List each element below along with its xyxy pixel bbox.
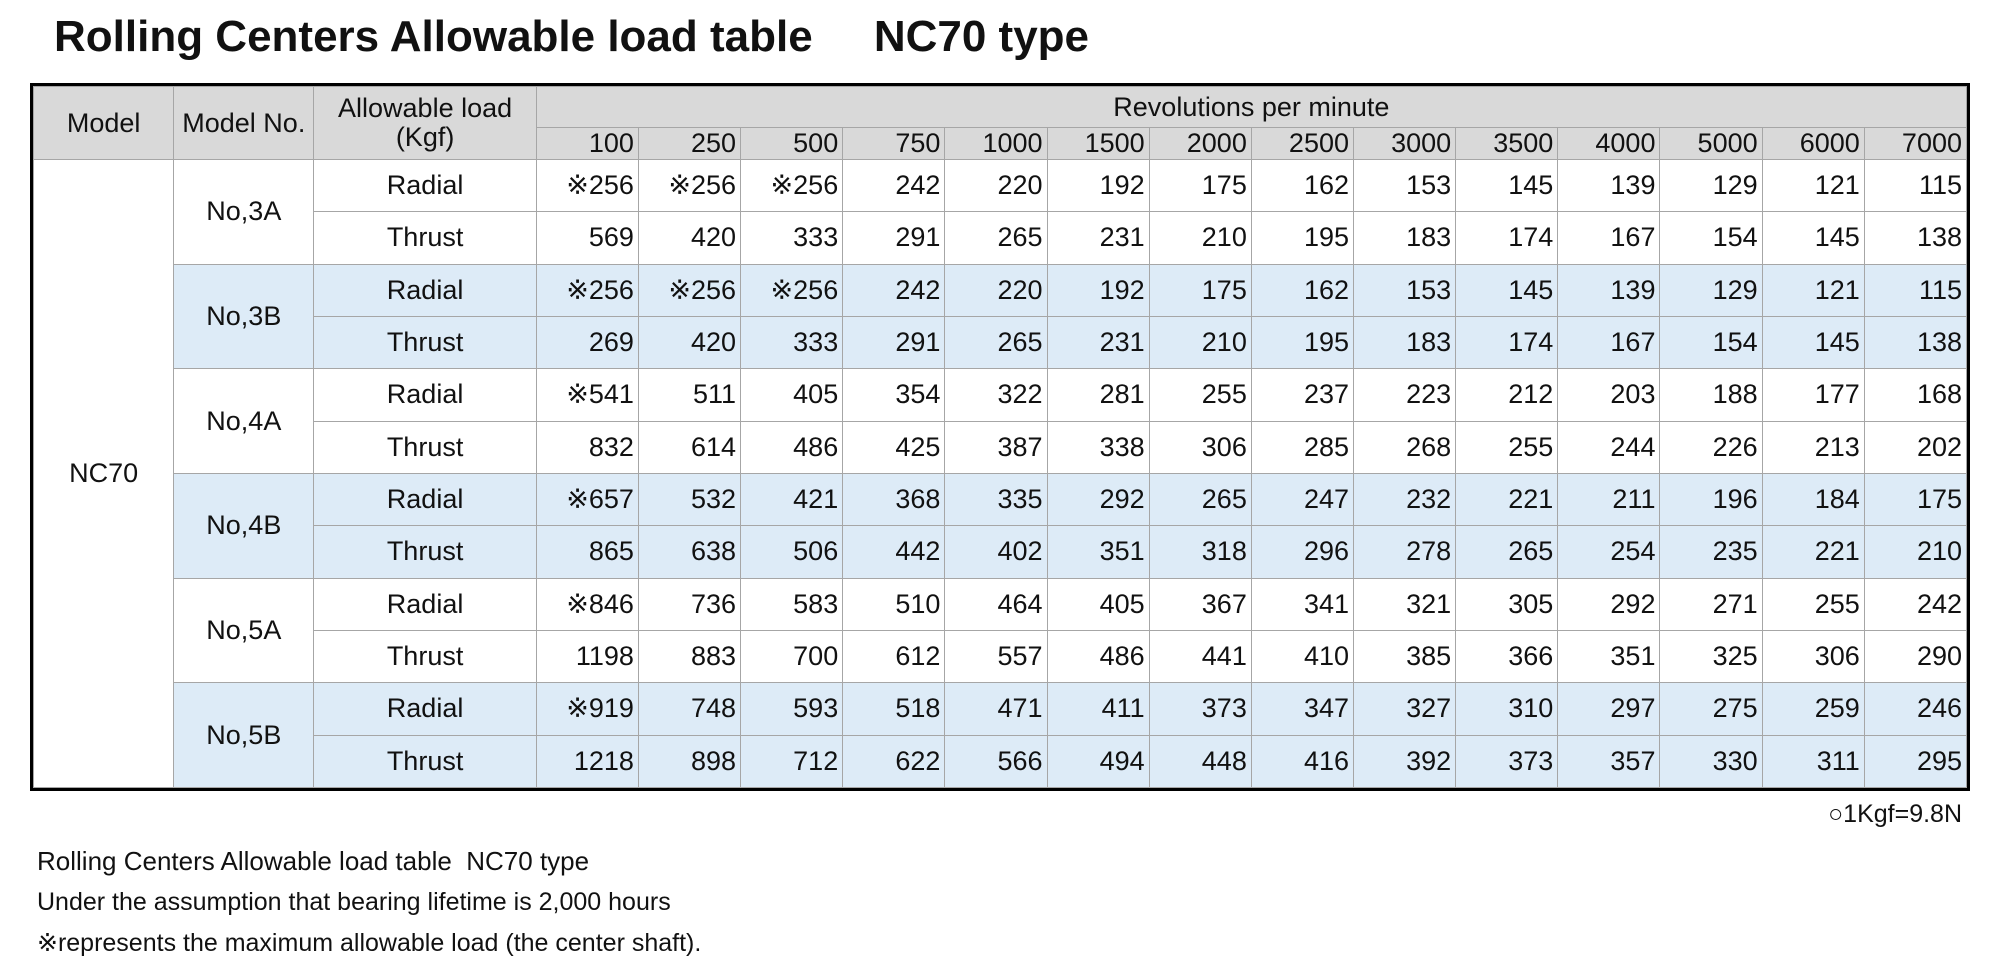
load-value-cell: 614 <box>638 421 740 473</box>
load-value-cell: 367 <box>1149 578 1251 630</box>
footnote-lifetime: Under the assumption that bearing lifetime is 2,000 hours <box>37 888 671 916</box>
load-type-cell: Radial <box>314 369 536 421</box>
load-value-cell: 506 <box>741 526 843 578</box>
load-value-cell: 175 <box>1149 264 1251 316</box>
load-value-cell: 612 <box>843 630 945 682</box>
load-value-cell: 184 <box>1762 473 1864 525</box>
load-value-cell: 145 <box>1762 316 1864 368</box>
load-value-cell: 195 <box>1251 212 1353 264</box>
model-no-cell: No,3B <box>174 264 314 369</box>
load-value-cell: 244 <box>1558 421 1660 473</box>
load-value-cell: 174 <box>1456 316 1558 368</box>
load-value-cell: 322 <box>945 369 1047 421</box>
load-value-cell: 638 <box>638 526 740 578</box>
load-value-cell: 285 <box>1251 421 1353 473</box>
load-value-cell: 366 <box>1456 630 1558 682</box>
load-value-cell: 212 <box>1456 369 1558 421</box>
load-value-cell: 296 <box>1251 526 1353 578</box>
load-value-cell: ※256 <box>638 160 740 212</box>
load-value-cell: ※256 <box>741 160 843 212</box>
load-value-cell: 145 <box>1762 212 1864 264</box>
load-value-cell: 865 <box>536 526 638 578</box>
load-value-cell: ※541 <box>536 369 638 421</box>
load-value-cell: 486 <box>741 421 843 473</box>
load-value-cell: ※256 <box>741 264 843 316</box>
load-value-cell: 416 <box>1251 735 1353 787</box>
load-type-cell: Thrust <box>314 316 536 368</box>
load-table-container <box>30 83 1970 791</box>
load-type-cell: Thrust <box>314 212 536 264</box>
load-value-cell: 622 <box>843 735 945 787</box>
model-name-cell: NC70 <box>34 160 174 788</box>
unit-conversion-note: ○1Kgf=9.8N <box>1828 800 1962 828</box>
load-value-cell: 290 <box>1864 630 1966 682</box>
load-value-cell: 411 <box>1047 683 1149 735</box>
load-value-cell: 213 <box>1762 421 1864 473</box>
load-value-cell: 210 <box>1149 316 1251 368</box>
footnote-max-load: ※represents the maximum allowable load (the center shaft). <box>37 929 702 957</box>
load-value-cell: 305 <box>1456 578 1558 630</box>
header-rpm-7000: 7000 <box>1864 128 1966 160</box>
load-value-cell: 291 <box>843 212 945 264</box>
load-value-cell: 237 <box>1251 369 1353 421</box>
footnote-title: Rolling Centers Allowable load table NC70 type <box>37 846 590 876</box>
load-value-cell: 333 <box>741 316 843 368</box>
load-value-cell: 748 <box>638 683 740 735</box>
load-value-cell: 145 <box>1456 160 1558 212</box>
header-rpm-6000: 6000 <box>1762 128 1864 160</box>
load-value-cell: 297 <box>1558 683 1660 735</box>
load-value-cell: 153 <box>1354 264 1456 316</box>
load-value-cell: 183 <box>1354 212 1456 264</box>
load-value-cell: 532 <box>638 473 740 525</box>
load-value-cell: 265 <box>945 316 1047 368</box>
model-no-cell: No,5A <box>174 578 314 683</box>
load-value-cell: ※256 <box>536 264 638 316</box>
header-rpm-3000: 3000 <box>1354 128 1456 160</box>
load-value-cell: 138 <box>1864 212 1966 264</box>
load-value-cell: 420 <box>638 316 740 368</box>
load-value-cell: 138 <box>1864 316 1966 368</box>
load-value-cell: 255 <box>1762 578 1864 630</box>
load-value-cell: 183 <box>1354 316 1456 368</box>
load-type-cell: Radial <box>314 578 536 630</box>
load-value-cell: 354 <box>843 369 945 421</box>
load-value-cell: 211 <box>1558 473 1660 525</box>
model-no-cell: No,5B <box>174 683 314 788</box>
header-model-no: Model No. <box>174 87 314 160</box>
load-value-cell: 441 <box>1149 630 1251 682</box>
load-value-cell: 269 <box>536 316 638 368</box>
load-value-cell: 162 <box>1251 160 1353 212</box>
load-type-cell: Thrust <box>314 421 536 473</box>
load-value-cell: 265 <box>945 212 1047 264</box>
load-value-cell: 402 <box>945 526 1047 578</box>
header-rpm-1000: 1000 <box>945 128 1047 160</box>
load-value-cell: 202 <box>1864 421 1966 473</box>
model-no-cell: No,3A <box>174 160 314 265</box>
load-value-cell: 145 <box>1456 264 1558 316</box>
load-value-cell: 510 <box>843 578 945 630</box>
load-value-cell: 310 <box>1456 683 1558 735</box>
load-value-cell: ※846 <box>536 578 638 630</box>
load-value-cell: 192 <box>1047 264 1149 316</box>
model-no-cell: No,4A <box>174 369 314 474</box>
load-value-cell: 255 <box>1456 421 1558 473</box>
load-value-cell: 242 <box>1864 578 1966 630</box>
load-type-cell: Thrust <box>314 630 536 682</box>
load-value-cell: 281 <box>1047 369 1149 421</box>
header-rpm-2000: 2000 <box>1149 128 1251 160</box>
load-value-cell: 392 <box>1354 735 1456 787</box>
load-value-cell: 220 <box>945 160 1047 212</box>
load-value-cell: 357 <box>1558 735 1660 787</box>
load-value-cell: 471 <box>945 683 1047 735</box>
header-allowable-load <box>314 87 536 160</box>
load-value-cell: 1198 <box>536 630 638 682</box>
load-value-cell: 325 <box>1660 630 1762 682</box>
load-value-cell: 271 <box>1660 578 1762 630</box>
load-value-cell: 385 <box>1354 630 1456 682</box>
table-row <box>34 212 1967 264</box>
load-value-cell: 115 <box>1864 264 1966 316</box>
load-value-cell: 736 <box>638 578 740 630</box>
load-type-cell: Radial <box>314 264 536 316</box>
header-allowable-load-unit: (Kgf) <box>395 122 455 152</box>
header-rpm-750: 750 <box>843 128 945 160</box>
load-value-cell: 405 <box>1047 578 1149 630</box>
load-value-cell: 700 <box>741 630 843 682</box>
load-value-cell: 175 <box>1149 160 1251 212</box>
load-value-cell: 167 <box>1558 316 1660 368</box>
load-value-cell: 154 <box>1660 212 1762 264</box>
load-value-cell: 167 <box>1558 212 1660 264</box>
load-type-cell: Radial <box>314 473 536 525</box>
load-value-cell: 593 <box>741 683 843 735</box>
table-row <box>34 421 1967 473</box>
table-body <box>34 160 1967 788</box>
load-value-cell: 335 <box>945 473 1047 525</box>
load-value-cell: 368 <box>843 473 945 525</box>
load-value-cell: 278 <box>1354 526 1456 578</box>
load-value-cell: 373 <box>1456 735 1558 787</box>
header-rpm-500: 500 <box>741 128 843 160</box>
table-row <box>34 578 1967 630</box>
load-value-cell: 255 <box>1149 369 1251 421</box>
load-value-cell: 898 <box>638 735 740 787</box>
header-rpm-1500: 1500 <box>1047 128 1149 160</box>
table-row <box>34 369 1967 421</box>
load-value-cell: 192 <box>1047 160 1149 212</box>
load-type-cell: Radial <box>314 683 536 735</box>
load-value-cell: 351 <box>1558 630 1660 682</box>
load-value-cell: 223 <box>1354 369 1456 421</box>
load-value-cell: 566 <box>945 735 1047 787</box>
load-value-cell: 569 <box>536 212 638 264</box>
load-value-cell: 220 <box>945 264 1047 316</box>
load-value-cell: 242 <box>843 160 945 212</box>
header-rpm-2500: 2500 <box>1251 128 1353 160</box>
load-value-cell: 292 <box>1047 473 1149 525</box>
load-value-cell: 188 <box>1660 369 1762 421</box>
load-value-cell: 115 <box>1864 160 1966 212</box>
header-rpm-4000: 4000 <box>1558 128 1660 160</box>
load-value-cell: 448 <box>1149 735 1251 787</box>
load-type-cell: Radial <box>314 160 536 212</box>
load-value-cell: 421 <box>741 473 843 525</box>
load-value-cell: 1218 <box>536 735 638 787</box>
load-value-cell: 168 <box>1864 369 1966 421</box>
load-value-cell: 442 <box>843 526 945 578</box>
load-value-cell: 254 <box>1558 526 1660 578</box>
load-value-cell: ※256 <box>536 160 638 212</box>
load-value-cell: 174 <box>1456 212 1558 264</box>
load-value-cell: 246 <box>1864 683 1966 735</box>
load-value-cell: 162 <box>1251 264 1353 316</box>
load-value-cell: 511 <box>638 369 740 421</box>
load-value-cell: 268 <box>1354 421 1456 473</box>
load-value-cell: 275 <box>1660 683 1762 735</box>
header-rpm-group: Revolutions per minute <box>536 87 1966 128</box>
load-value-cell: 306 <box>1762 630 1864 682</box>
header-rpm-5000: 5000 <box>1660 128 1762 160</box>
load-value-cell: 221 <box>1456 473 1558 525</box>
load-value-cell: 306 <box>1149 421 1251 473</box>
load-value-cell: 242 <box>843 264 945 316</box>
table-row <box>34 264 1967 316</box>
load-value-cell: 129 <box>1660 264 1762 316</box>
load-value-cell: 177 <box>1762 369 1864 421</box>
allowable-load-table <box>33 86 1967 788</box>
load-value-cell: 210 <box>1864 526 1966 578</box>
load-value-cell: 226 <box>1660 421 1762 473</box>
load-value-cell: 121 <box>1762 264 1864 316</box>
load-value-cell: 231 <box>1047 316 1149 368</box>
load-type-cell: Thrust <box>314 526 536 578</box>
table-row <box>34 683 1967 735</box>
header-rpm-3500: 3500 <box>1456 128 1558 160</box>
load-value-cell: 420 <box>638 212 740 264</box>
page-title: Rolling Centers Allowable load table NC70 type <box>54 12 1090 61</box>
load-value-cell: 196 <box>1660 473 1762 525</box>
load-value-cell: 259 <box>1762 683 1864 735</box>
load-value-cell: 121 <box>1762 160 1864 212</box>
load-value-cell: 351 <box>1047 526 1149 578</box>
load-value-cell: 712 <box>741 735 843 787</box>
load-value-cell: 203 <box>1558 369 1660 421</box>
load-value-cell: 153 <box>1354 160 1456 212</box>
table-row <box>34 735 1967 787</box>
load-value-cell: 154 <box>1660 316 1762 368</box>
load-value-cell: 175 <box>1864 473 1966 525</box>
load-value-cell: ※919 <box>536 683 638 735</box>
load-value-cell: 139 <box>1558 160 1660 212</box>
load-value-cell: 210 <box>1149 212 1251 264</box>
load-value-cell: 557 <box>945 630 1047 682</box>
load-value-cell: 295 <box>1864 735 1966 787</box>
load-value-cell: 583 <box>741 578 843 630</box>
load-value-cell: 330 <box>1660 735 1762 787</box>
load-value-cell: 405 <box>741 369 843 421</box>
load-value-cell: 195 <box>1251 316 1353 368</box>
load-value-cell: ※256 <box>638 264 740 316</box>
load-value-cell: ※657 <box>536 473 638 525</box>
load-value-cell: 265 <box>1149 473 1251 525</box>
model-no-cell: No,4B <box>174 473 314 578</box>
load-value-cell: 221 <box>1762 526 1864 578</box>
load-value-cell: 410 <box>1251 630 1353 682</box>
load-value-cell: 883 <box>638 630 740 682</box>
load-value-cell: 518 <box>843 683 945 735</box>
header-allowable-load-line1: Allowable load <box>338 93 513 123</box>
load-value-cell: 338 <box>1047 421 1149 473</box>
load-value-cell: 425 <box>843 421 945 473</box>
load-value-cell: 311 <box>1762 735 1864 787</box>
load-type-cell: Thrust <box>314 735 536 787</box>
load-value-cell: 832 <box>536 421 638 473</box>
load-value-cell: 341 <box>1251 578 1353 630</box>
load-value-cell: 494 <box>1047 735 1149 787</box>
load-value-cell: 265 <box>1456 526 1558 578</box>
table-row <box>34 473 1967 525</box>
load-value-cell: 486 <box>1047 630 1149 682</box>
table-row <box>34 160 1967 212</box>
load-value-cell: 235 <box>1660 526 1762 578</box>
load-value-cell: 292 <box>1558 578 1660 630</box>
load-value-cell: 373 <box>1149 683 1251 735</box>
load-value-cell: 232 <box>1354 473 1456 525</box>
load-value-cell: 464 <box>945 578 1047 630</box>
table-row <box>34 630 1967 682</box>
load-value-cell: 318 <box>1149 526 1251 578</box>
load-value-cell: 327 <box>1354 683 1456 735</box>
load-value-cell: 247 <box>1251 473 1353 525</box>
load-value-cell: 321 <box>1354 578 1456 630</box>
header-rpm-250: 250 <box>638 128 740 160</box>
load-value-cell: 347 <box>1251 683 1353 735</box>
load-value-cell: 139 <box>1558 264 1660 316</box>
load-value-cell: 231 <box>1047 212 1149 264</box>
table-row <box>34 526 1967 578</box>
header-rpm-100: 100 <box>536 128 638 160</box>
load-value-cell: 291 <box>843 316 945 368</box>
load-value-cell: 387 <box>945 421 1047 473</box>
load-value-cell: 129 <box>1660 160 1762 212</box>
load-value-cell: 333 <box>741 212 843 264</box>
header-model: Model <box>34 87 174 160</box>
table-row <box>34 316 1967 368</box>
